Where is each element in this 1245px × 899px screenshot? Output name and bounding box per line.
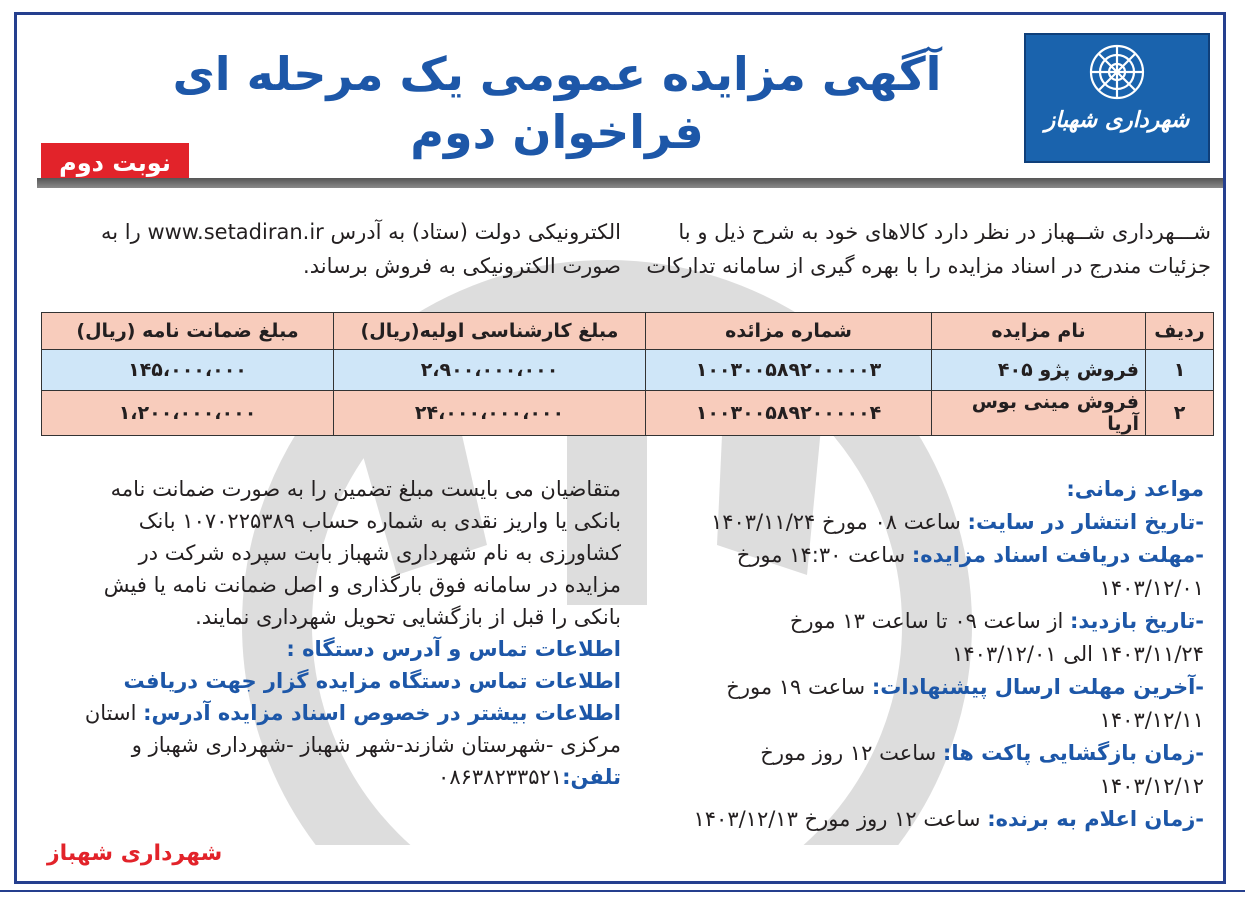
- header-auction-name: نام مزایده: [932, 313, 1146, 350]
- header-base-price: مبلغ کارشناسی اولیه(ریال): [334, 313, 646, 350]
- bottom-rule: [0, 890, 1245, 892]
- municipality-logo: [1024, 33, 1210, 163]
- contact-address-label: اطلاعات بیشتر در خصوص اسناد مزایده آدرس:: [143, 701, 621, 725]
- schedule-label: -تاریخ بازدید:: [1070, 609, 1204, 633]
- notice-frame: [14, 12, 1226, 884]
- cell-auction-number: ۱۰۰۳۰۰۵۸۹۲۰۰۰۰۰۳: [646, 350, 932, 391]
- auction-table: [41, 312, 1214, 436]
- schedule-text: ساعت ۱۲ روز مورخ: [760, 741, 943, 765]
- header-auction-number: شماره مزائده: [646, 313, 932, 350]
- contact-line: مرکزی -شهرستان شازند-شهر شهباز -شهرداری شهباز و: [131, 733, 621, 757]
- cell-row-number: ۱: [1146, 350, 1214, 391]
- table-row: [42, 391, 1214, 436]
- schedule-heading: مواعد زمانی:: [1066, 477, 1204, 501]
- schedule-text: ساعت ۱۲ روز مورخ ۱۴۰۳/۱۲/۱۳: [693, 807, 988, 831]
- contact-heading: اطلاعات تماس و آدرس دستگاه :: [286, 637, 621, 661]
- cell-guarantee-amount: ۱،۲۰۰،۰۰۰،۰۰۰: [42, 391, 334, 436]
- schedule-label: -مهلت دریافت اسناد مزایده:: [911, 543, 1204, 567]
- schedule-continuation: ۱۴۰۳/۱۲/۰۱: [1099, 576, 1204, 600]
- schedule-continuation: ۱۴۰۳/۱۲/۱۲: [1099, 774, 1204, 798]
- contact-address-text: استان: [84, 701, 144, 725]
- schedule-text: ساعت ۰۸ مورخ ۱۴۰۳/۱۱/۲۴: [710, 510, 968, 534]
- schedule-item: [634, 737, 1204, 770]
- logo-emblem-icon: [1082, 41, 1152, 103]
- guarantee-line: بانکی را قبل از بازگشایی تحویل شهرداری نمایند.: [195, 605, 621, 629]
- guarantee-line: کشاورزی به نام شهرداری شهباز بابت سپرده شرکت در: [138, 541, 621, 565]
- logo-text: شهرداری شهباز: [1044, 107, 1190, 133]
- header-divider: [37, 178, 1223, 188]
- guarantee-line: مزایده در سامانه فوق بارگذاری و اصل ضمانت نامه یا فیش: [103, 573, 621, 597]
- intro-right-column: [641, 215, 1211, 283]
- schedule-continuation: ۱۴۰۳/۱۲/۱۱: [1099, 708, 1204, 732]
- contact-phone-line: [41, 761, 621, 793]
- title-line-1: آگهی مزایده عمومی یک مرحله ای: [172, 47, 942, 101]
- schedule-text: از ساعت ۰۹ تا ساعت ۱۳ مورخ: [789, 609, 1071, 633]
- schedule-item: [634, 605, 1204, 638]
- contact-line: اطلاعات تماس دستگاه مزایده گزار جهت دریافت: [123, 669, 621, 693]
- phone-number: ۰۸۶۳۸۲۳۳۵۲۱: [438, 765, 563, 789]
- schedule-item: [634, 671, 1204, 704]
- schedule-label: -آخرین مهلت ارسال پیشنهادات:: [871, 675, 1204, 699]
- guarantee-contact-section: [41, 473, 621, 793]
- intro-line: الکترونیکی دولت (ستاد) به آدرس www.setadiran.ir را به: [101, 220, 621, 244]
- schedule-text: ساعت ۱۹ مورخ: [726, 675, 872, 699]
- cell-auction-name: فروش مینی بوس آریا: [932, 391, 1146, 436]
- schedule-label: -زمان بازگشایی پاکت ها:: [942, 741, 1204, 765]
- schedule-item: [634, 539, 1204, 572]
- round-badge: نوبت دوم: [41, 143, 189, 183]
- schedule-continuation: ۱۴۰۳/۱۱/۲۴ الی ۱۴۰۳/۱۲/۰۱: [952, 642, 1204, 666]
- schedule-label: -تاریخ انتشار در سایت:: [967, 510, 1204, 534]
- cell-base-price: ۲۴،۰۰۰،۰۰۰،۰۰۰: [334, 391, 646, 436]
- schedule-section: [634, 473, 1204, 836]
- intro-line: صورت الکترونیکی به فروش برساند.: [303, 254, 621, 278]
- schedule-text: ساعت ۱۴:۳۰ مورخ: [736, 543, 912, 567]
- intro-left-column: [41, 215, 621, 283]
- signature: شهرداری شهباز: [47, 841, 223, 866]
- cell-auction-name: فروش پژو ۴۰۵: [932, 350, 1146, 391]
- cell-guarantee-amount: ۱۴۵،۰۰۰،۰۰۰: [42, 350, 334, 391]
- cell-auction-number: ۱۰۰۳۰۰۵۸۹۲۰۰۰۰۰۴: [646, 391, 932, 436]
- guarantee-line: بانکی یا واریز نقدی به شماره حساب ۱۰۷۰۲۲۵۳۸۹ بانک: [138, 509, 621, 533]
- schedule-label: -زمان اعلام به برنده:: [987, 807, 1204, 831]
- table-row: [42, 350, 1214, 391]
- schedule-item: [634, 803, 1204, 836]
- header-row-number: ردیف: [1146, 313, 1214, 350]
- header-guarantee-amount: مبلغ ضمانت نامه (ریال): [42, 313, 334, 350]
- contact-line: [41, 697, 621, 729]
- cell-base-price: ۲،۹۰۰،۰۰۰،۰۰۰: [334, 350, 646, 391]
- title-line-2: فراخوان دوم: [410, 105, 704, 159]
- schedule-item: [634, 506, 1204, 539]
- cell-row-number: ۲: [1146, 391, 1214, 436]
- guarantee-line: متقاضیان می بایست مبلغ تضمین را به صورت ضمانت نامه: [110, 477, 621, 501]
- table-header-row: [42, 313, 1214, 350]
- intro-line: شـــهرداری شــهباز در نظر دارد کالاهای خود به شرح ذیل و با: [678, 220, 1211, 244]
- page-title: [157, 45, 957, 161]
- intro-line: جزئیات مندرج در اسناد مزایده را با بهره گیری از سامانه تدارکات: [646, 254, 1211, 278]
- phone-label: تلفن:: [562, 765, 621, 789]
